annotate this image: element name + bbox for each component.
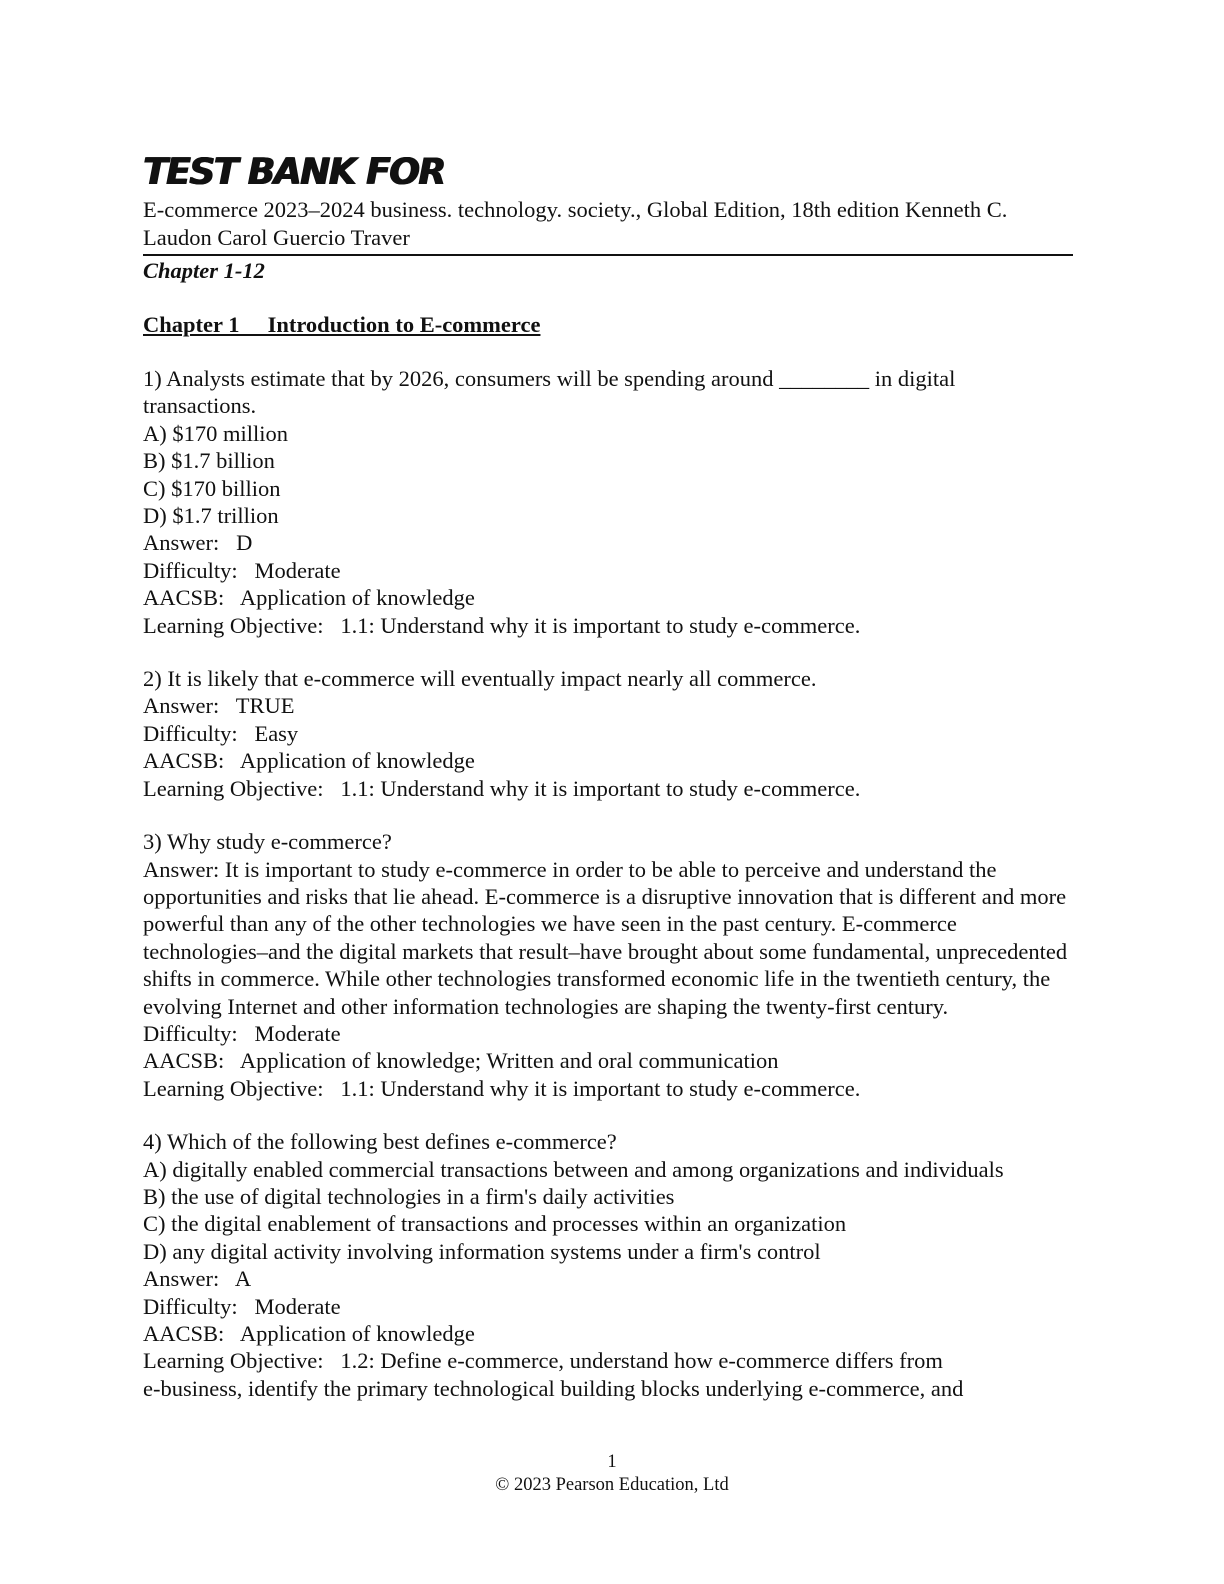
learning-objective: Learning Objective: 1.1: Understand why it is important to study e-commerce. [143,775,861,801]
question-text: 2) It is likely that e-commerce will eventually impact nearly all commerce. [143,666,817,692]
learning-objective-continued: e-business, identify the primary technological building blocks underlying e-commerce, and [143,1375,964,1401]
question-text: 4) Which of the following best defines e-commerce? [143,1129,617,1155]
difficulty: Difficulty: Moderate [143,1293,341,1319]
document-page [143,150,1073,1402]
aacsb: AACSB: Application of knowledge [143,585,475,611]
question-4 [143,1128,1073,1402]
answer-paragraph: Answer: It is important to study e-commerce in order to be able to perceive and understand the opportunities and risks that lie ahead. E-commerce is a disruptive innovation that is different and more powerful than any of the other technologies we have seen in the past century. E-commerce technologies–and the digital markets that result–have brought about some fundamental, unprecedented shifts in commerce. While other technologies transformed economic life in the twentieth century, the evolving Internet and other information technologies are shaping the twenty-first century. [143,856,1068,1019]
answer: Answer: D [143,530,253,556]
question-3 [143,828,1073,1102]
aacsb: AACSB: Application of knowledge [143,1321,475,1346]
test-bank-title: TEST BANK FOR [143,151,445,194]
question-text: 1) Analysts estimate that by 2026, consumers will be spending around ________ in digital [143,366,956,391]
learning-objective: Learning Objective: 1.1: Understand why it is important to study e-commerce. [143,612,861,638]
chapter-heading: Chapter 1 Introduction to E-commerce [143,312,541,337]
difficulty: Difficulty: Easy [143,720,299,746]
learning-objective: Learning Objective: 1.1: Understand why it is important to study e-commerce. [143,1075,861,1101]
option-c: C) $170 billion [143,475,281,501]
question-2 [143,665,1073,802]
option-b: B) the use of digital technologies in a firm's daily activities [143,1183,675,1209]
option-b: B) $1.7 billion [143,448,275,474]
option-a: A) digitally enabled commercial transactions between and among organizations and individuals [143,1156,1004,1182]
option-d: D) $1.7 trillion [143,503,279,529]
aacsb: AACSB: Application of knowledge; Written and oral communication [143,1048,779,1074]
difficulty: Difficulty: Moderate [143,557,341,583]
question-text-continued: transactions. [143,393,257,419]
answer: Answer: A [143,1266,252,1292]
chapter-range: Chapter 1-12 [143,258,265,283]
option-d: D) any digital activity involving information systems under a firm's control [143,1238,821,1264]
option-c: C) the digital enablement of transactions and processes within an organization [143,1211,847,1237]
aacsb: AACSB: Application of knowledge [143,748,475,774]
difficulty: Difficulty: Moderate [143,1020,341,1046]
copyright-notice: © 2023 Pearson Education, Ltd [495,1475,729,1495]
page-number: 1 [607,1452,617,1472]
learning-objective: Learning Objective: 1.2: Define e-commerce, understand how e-commerce differs from [143,1348,943,1374]
question-1 [143,365,1073,639]
option-a: A) $170 million [143,420,288,446]
answer: Answer: TRUE [143,693,295,719]
question-text: 3) Why study e-commerce? [143,829,392,855]
book-title: E-commerce 2023–2024 business. technology. society., Global Edition, 18th edition Kenneth C. Laudon Carol Guercio Traver [143,196,1073,256]
